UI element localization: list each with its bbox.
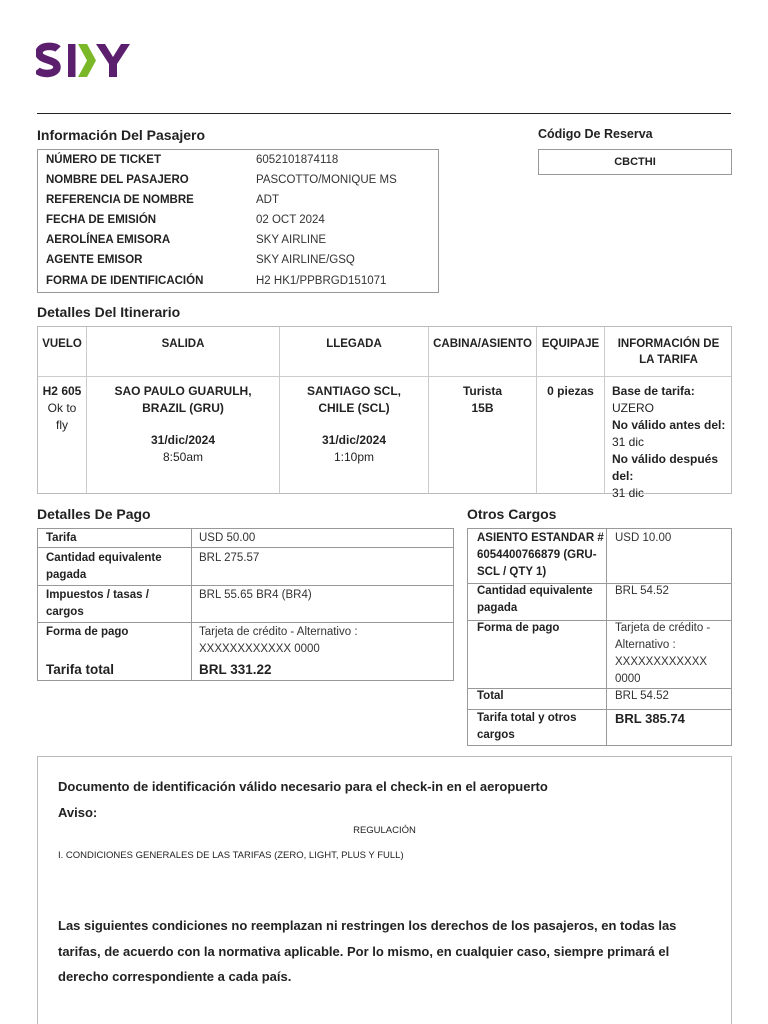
passenger-info-title: Información Del Pasajero — [37, 127, 206, 143]
payment-table — [37, 528, 454, 681]
table-row — [38, 210, 438, 230]
row-label: NÚMERO DE TICKET — [46, 154, 161, 166]
row-value: 02 OCT 2024 — [256, 214, 325, 226]
arrival-time: 1:10pm — [333, 450, 375, 464]
column-arrival — [280, 327, 429, 493]
column-cabin — [429, 327, 537, 493]
charge-label: Cantidad equivalente pagada — [477, 585, 593, 614]
row-label: REFERENCIA DE NOMBRE — [46, 194, 194, 206]
table-row — [38, 230, 438, 250]
itinerary-title: Detalles Del Itinerario — [37, 304, 181, 320]
column-fare-info — [605, 327, 732, 500]
itinerary-table — [37, 326, 732, 500]
column-header: VUELO — [42, 338, 82, 350]
charge-value: BRL 54.52 — [615, 585, 669, 597]
departure-date: 31/dic/2024 — [150, 433, 216, 447]
charge-value: Tarjeta de crédito - Alternativo : XXXXXXXXXXXX 0000 — [615, 622, 711, 685]
column-flight — [38, 327, 87, 493]
departure-time: 8:50am — [162, 450, 204, 464]
column-header: LLEGADA — [326, 338, 382, 350]
regulation-section: I. CONDICIONES GENERALES DE LAS TARIFAS (ZERO, LIGHT, PLUS Y FULL) — [58, 850, 404, 861]
row-value: PASCOTTO/MONIQUE MS — [256, 174, 397, 186]
column-departure — [87, 327, 280, 493]
reservation-code: CBCTHI — [538, 149, 732, 175]
regulation-heading: REGULACIÓN — [353, 825, 416, 836]
not-valid-after-label: No válido después del: — [612, 452, 719, 483]
payment-label: Cantidad equivalente pagada — [46, 552, 162, 581]
total-label: Tarifa total — [46, 662, 115, 677]
row-label: NOMBRE DEL PASAJERO — [46, 174, 189, 186]
sky-logo-icon — [36, 40, 136, 82]
other-charges-title: Otros Cargos — [467, 506, 557, 522]
not-valid-before-label: No válido antes del: — [612, 418, 726, 432]
table-row — [38, 271, 438, 291]
payment-value: Tarjeta de crédito - Alternativo : XXXXXXXXXXXX 0000 — [199, 626, 358, 655]
departure-place: SAO PAULO GUARULH, BRAZIL (GRU) — [114, 384, 252, 415]
header-divider — [37, 113, 731, 114]
payment-title: Detalles De Pago — [37, 506, 151, 522]
fare-base-value: UZERO — [612, 401, 654, 415]
row-value: ADT — [256, 194, 279, 206]
charge-value: BRL 54.52 — [615, 690, 669, 702]
not-valid-before-value: 31 dic — [612, 435, 645, 449]
payment-value: USD 50.00 — [199, 532, 256, 544]
payment-label: Tarifa — [46, 532, 77, 544]
payment-value: BRL 275.57 — [199, 552, 260, 564]
column-header: INFORMACIÓN DE LA TARIFA — [617, 338, 720, 366]
charge-total-value: BRL 385.74 — [615, 711, 685, 726]
seat-number: 15B — [471, 401, 494, 415]
row-value: 6052101874118 — [256, 154, 339, 166]
flight-number: H2 605 — [42, 384, 82, 398]
column-header: CABINA/ASIENTO — [433, 338, 532, 350]
flight-status: Ok to fly — [47, 401, 77, 432]
not-valid-after-value: 31 dic — [612, 486, 645, 500]
row-label: FORMA DE IDENTIFICACIÓN — [46, 275, 204, 287]
charge-label: Forma de pago — [477, 622, 560, 634]
column-baggage — [537, 327, 605, 493]
baggage-allowance: 0 piezas — [547, 384, 594, 398]
payment-value: BRL 55.65 BR4 (BR4) — [199, 589, 312, 601]
charge-label: Tarifa total y otros cargos — [477, 712, 577, 741]
row-label: FECHA DE EMISIÓN — [46, 214, 157, 226]
arrival-place: SANTIAGO SCL, CHILE (SCL) — [306, 384, 401, 415]
total-value: BRL 331.22 — [199, 662, 272, 677]
table-row — [38, 170, 438, 190]
row-label: AEROLÍNEA EMISORA — [46, 234, 171, 246]
row-label: AGENTE EMISOR — [46, 254, 143, 266]
fare-base-label: Base de tarifa: — [612, 384, 695, 398]
row-value: H2 HK1/PPBRGD151071 — [256, 275, 387, 287]
payment-label: Impuestos / tasas / cargos — [46, 589, 149, 618]
charge-value: USD 10.00 — [615, 532, 672, 544]
table-row — [38, 150, 438, 170]
notice-box — [37, 756, 732, 1024]
notice-heading: Documento de identificación válido necesario para el check-in en el aeropuerto — [58, 779, 548, 794]
row-value: SKY AIRLINE/GSQ — [256, 254, 355, 266]
row-value: SKY AIRLINE — [256, 234, 327, 246]
payment-label: Forma de pago — [46, 626, 129, 638]
reservation-code-label: Código De Reserva — [538, 127, 653, 141]
column-header: EQUIPAJE — [541, 338, 600, 350]
notice-paragraph: Las siguientes condiciones no reemplazan ni restringen los derechos de los pasajeros, en todas las tarifas, de acuerdo con la normativa aplicable. Por lo mismo, en cualquier caso, siempre primará el derecho correspondiente a cada país. — [58, 918, 677, 984]
sky-logo — [36, 40, 136, 82]
cabin-class: Turista — [462, 384, 503, 398]
passenger-info-table — [37, 149, 439, 293]
charge-label: ASIENTO ESTANDAR # 6054400766879 (GRU-SCL / QTY 1) — [477, 532, 604, 578]
arrival-date: 31/dic/2024 — [321, 433, 387, 447]
charge-label: Total — [477, 690, 504, 702]
other-charges-table — [467, 528, 732, 746]
column-header: SALIDA — [161, 338, 205, 350]
table-row — [38, 250, 438, 270]
table-row — [38, 190, 438, 210]
notice-aviso: Aviso: — [58, 805, 98, 820]
